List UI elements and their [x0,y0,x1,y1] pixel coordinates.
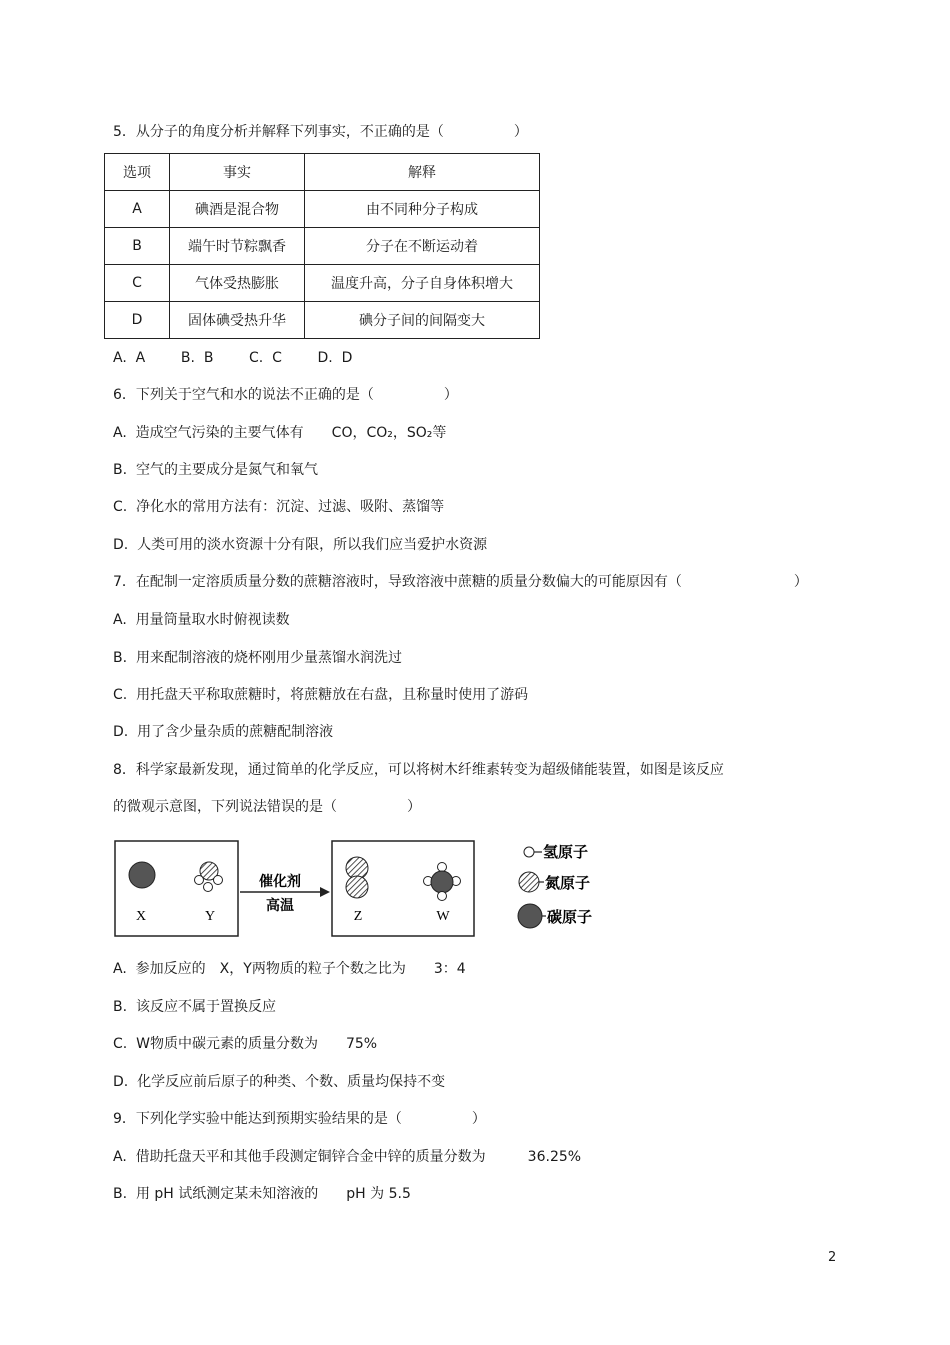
q8-stem-line2: 的微观示意图，下列说法错误的是（ ） [113,799,421,815]
arrow-condition-temp: 高温 [266,898,294,914]
q6-option-a: A. 造成空气污染的主要气体有 CO，CO₂，SO₂等 [113,425,447,441]
molecule-y [195,862,223,892]
arrow-condition-catalyst: 催化剂 [259,874,301,890]
cell-fact: 碘酒是混合物 [170,191,305,228]
q7-stem: 7．在配制一定溶质质量分数的蔗糖溶液时，导致溶液中蔗糖的质量分数偏大的可能原因有（ ） [113,574,808,590]
molecule-z [346,857,368,898]
label-w: W [436,909,450,924]
q5-stem: 5．从分子的角度分析并解释下列事实，不正确的是（ ） [113,124,528,140]
cell-option: D [105,302,170,339]
carbon-atom-x [129,862,155,888]
cell-explanation: 碘分子间的间隔变大 [305,302,540,339]
cell-fact: 端午时节粽飘香 [170,228,305,265]
cell-option: C [105,265,170,302]
q6-option-b: B. 空气的主要成分是氮气和氧气 [113,462,318,478]
q9-option-b: B. 用 pH 试纸测定某未知溶液的 pH 为 5.5 [113,1186,411,1202]
q8-stem-line1: 8．科学家最新发现，通过简单的化学反应，可以将树木纤维素转变为超级储能装置，如图是该反应 [113,762,724,778]
table-row [105,265,540,302]
legend-carbon: 碳原子 [547,908,593,926]
arrow-head-icon [320,887,330,897]
table-header-row [105,154,540,191]
molecule-w [424,863,461,901]
cell-fact: 气体受热膨胀 [170,265,305,302]
header-explanation: 解释 [305,154,540,191]
q7-option-c: C. 用托盘天平称取蔗糖时，将蔗糖放在右盘，且称量时使用了游码 [113,687,529,703]
q8-option-c: C. W物质中碳元素的质量分数为 75% [113,1036,378,1052]
label-z: Z [353,909,363,924]
legend-hydrogen: 氢原子 [543,843,589,861]
cell-option: B [105,228,170,265]
cell-explanation: 分子在不断运动着 [305,228,540,265]
cell-explanation: 由不同种分子构成 [305,191,540,228]
page-number: 2 [828,1250,837,1265]
cell-explanation: 温度升高，分子自身体积增大 [305,265,540,302]
reactant-box [115,841,238,936]
q6-stem: 6．下列关于空气和水的说法不正确的是（ ） [113,387,458,403]
q6-option-c: C. 净化水的常用方法有：沉淀、过滤、吸附、蒸馏等 [113,499,445,515]
table-row [105,228,540,265]
q5-table [104,153,540,339]
q7-option-a: A. 用量筒量取水时俯视读数 [113,612,290,628]
label-y: Y [204,909,216,924]
cell-option: A [105,191,170,228]
legend-nitrogen: 氮原子 [545,874,591,892]
reaction-micro-diagram [112,838,612,940]
q8-option-a: A. 参加反应的 X，Y两物质的粒子个数之比为 3：4 [113,961,466,977]
q9-stem: 9．下列化学实验中能达到预期实验结果的是（ ） [113,1111,486,1127]
q5-options: A. A B. B C. C D. D [113,350,353,366]
header-fact: 事实 [170,154,305,191]
header-option: 选项 [105,154,170,191]
q8-option-b: B. 该反应不属于置换反应 [113,999,276,1015]
table-row [105,302,540,339]
q8-option-d: D. 化学反应前后原子的种类、个数、质量均保持不变 [113,1074,446,1090]
label-x: X [135,909,147,924]
q7-option-b: B. 用来配制溶液的烧杯刚用少量蒸馏水润洗过 [113,650,402,666]
q6-option-d: D. 人类可用的淡水资源十分有限，所以我们应当爱护水资源 [113,537,488,553]
q9-option-a: A. 借助托盘天平和其他手段测定铜锌合金中锌的质量分数为 36.25% [113,1149,582,1165]
table-row [105,191,540,228]
legend [518,843,592,928]
cell-fact: 固体碘受热升华 [170,302,305,339]
q7-option-d: D. 用了含少量杂质的蔗糖配制溶液 [113,724,334,740]
